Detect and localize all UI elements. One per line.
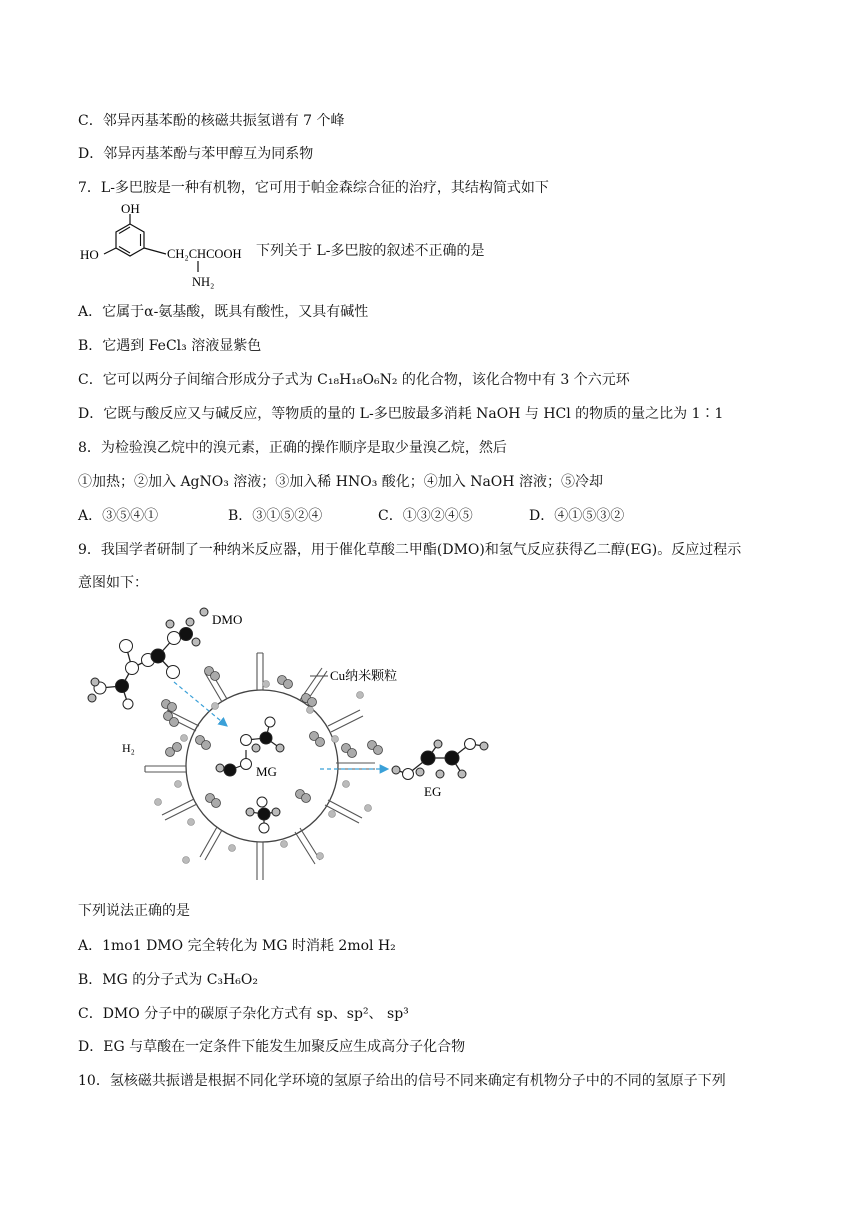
q7-option-a: A．它属于α-氨基酸，既具有酸性，又具有碱性 <box>78 304 369 320</box>
q7-option-b: B．它遇到 FeCl₃ 溶液显紫色 <box>78 338 262 354</box>
mg-label: MG <box>256 764 277 779</box>
q6-option-d: D．邻异丙基苯酚与苯甲醇互为同系物 <box>78 146 314 162</box>
oh-label: OH <box>121 202 140 216</box>
ho-label: HO <box>80 247 99 262</box>
q9-question: 下列说法正确的是 <box>78 903 190 919</box>
q8-options <box>0 506 860 526</box>
q10-stem: 10．氢核磁共振谱是根据不同化学环境的氢原子给出的信号不同来确定有机物分子中的不同的氢原子下列 <box>78 1073 726 1089</box>
q9-stem-line1: 9．我国学者研制了一种纳米反应器，用于催化草酸二甲酯(DMO)和氢气反应获得乙二醇(EG)。反应过程示 <box>78 542 742 558</box>
q9-option-b: B．MG 的分子式为 C₃H₆O₂ <box>78 972 258 988</box>
q6-option-c: C．邻异丙基苯酚的核磁共振氢谱有 7 个峰 <box>78 113 345 129</box>
q8-steps: ①加热；②加入 AgNO₃ 溶液；③加入稀 HNO₃ 酸化；④加入 NaOH 溶液；⑤冷却 <box>78 474 603 490</box>
cu-label: Cu纳米颗粒 <box>330 668 398 683</box>
q8-option-a: A．③⑤④① <box>78 508 159 524</box>
l-dopa-structure <box>78 202 258 294</box>
q8-option-d: D．④①⑤③② <box>529 508 625 524</box>
nano-reactor-diagram <box>70 598 510 883</box>
q7-option-c: C．它可以两分子间缩合形成分子式为 C₁₈H₁₈O₆N₂ 的化合物，该化合物中有 3 个六元环 <box>78 372 630 388</box>
h2-label: H₂ <box>122 741 135 755</box>
q7-stem: 7．L-多巴胺是一种有机物，它可用于帕金森综合征的治疗，其结构简式如下 <box>78 180 549 196</box>
q8-option-c: C．①③②④⑤ <box>378 508 473 524</box>
q9-stem-line2: 意图如下： <box>78 575 148 591</box>
q7-option-d: D．它既与酸反应又与碱反应，等物质的量的 L-多巴胺最多消耗 NaOH 与 HCl 的物质的量之比为 1∶1 <box>78 406 724 422</box>
dmo-label: DMO <box>212 612 243 627</box>
q9-option-a: A．1mo1 DMO 完全转化为 MG 时消耗 2mol H₂ <box>78 938 396 954</box>
chain-label: CH₂CHCOOH <box>167 247 242 261</box>
nh2-label: NH₂ <box>192 275 215 289</box>
q8-stem: 8．为检验溴乙烷中的溴元素，正确的操作顺序是取少量溴乙烷，然后 <box>78 440 507 456</box>
q8-option-b: B．③①⑤②④ <box>228 508 323 524</box>
q9-option-d: D．EG 与草酸在一定条件下能发生加聚反应生成高分子化合物 <box>78 1039 466 1055</box>
eg-label: EG <box>424 784 442 799</box>
q9-option-c: C．DMO 分子中的碳原子杂化方式有 sp、sp²、 sp³ <box>78 1006 409 1022</box>
q7-question: 下列关于 L-多巴胺的叙述不正确的是 <box>256 243 485 259</box>
